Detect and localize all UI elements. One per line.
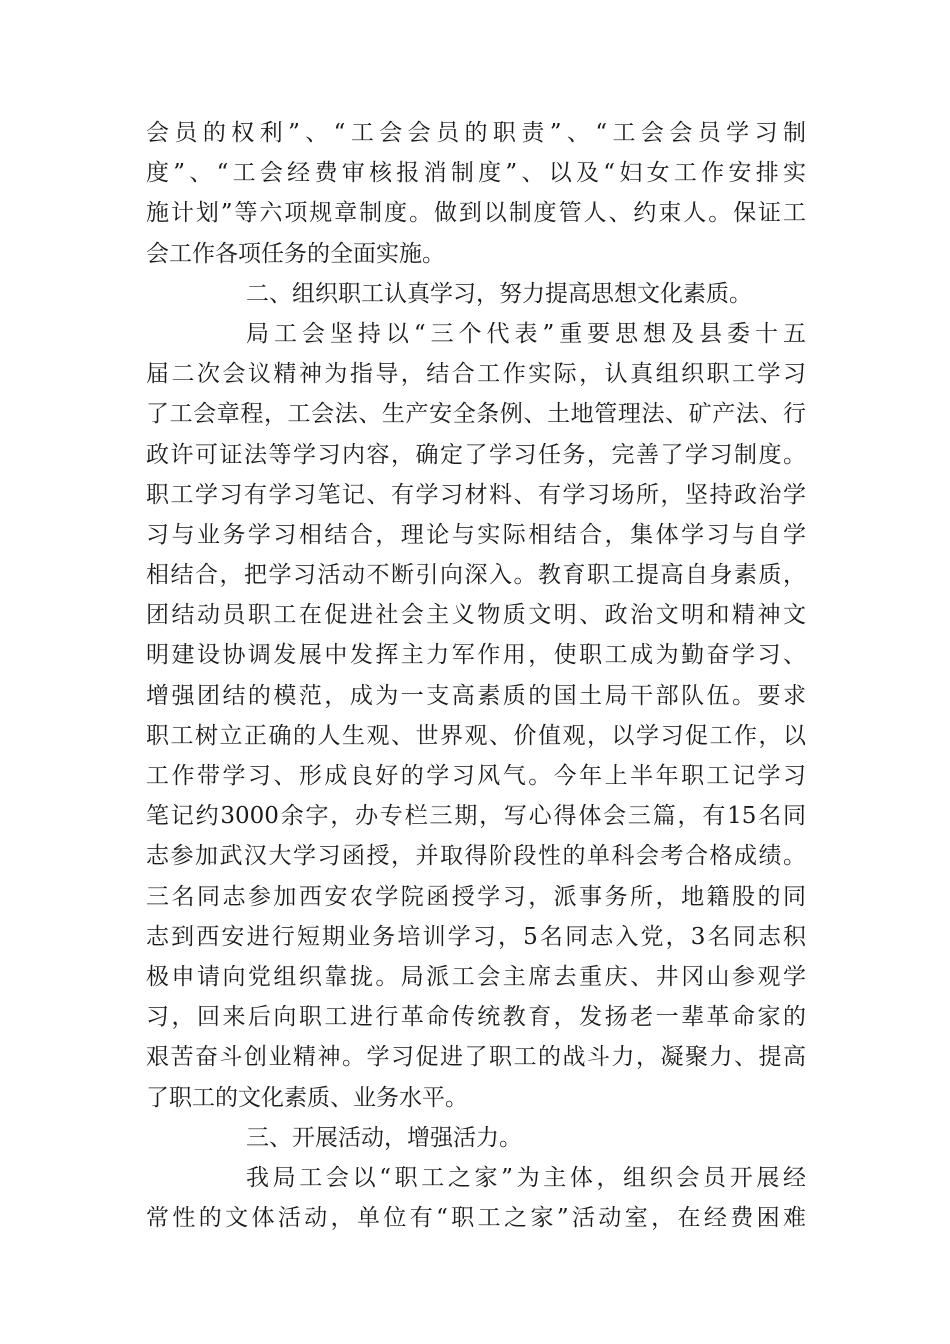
text-line: 政许可证法等学习内容，确定了学习任务，完善了学习制度。 — [146, 441, 806, 468]
text-line: 了工会章程，工会法、生产安全条例、土地管理法、矿产法、行 — [146, 401, 806, 428]
section-heading: 二、组织职工认真学习，努力提高思想文化素质。 — [246, 280, 752, 307]
text-line: 职工学习有学习笔记、有学习材料、有学习场所，坚持政治学 — [146, 481, 806, 508]
text-line: 了职工的文化素质、业务水平。 — [146, 1084, 468, 1111]
text-line: 艰苦奋斗创业精神。学习促进了职工的战斗力，凝聚力、提高 — [146, 1044, 806, 1071]
text-line: 团结动员职工在促进社会主义物质文明、政治文明和精神文 — [146, 602, 806, 629]
text-line: 常性的文体活动，单位有“职工之家”活动室，在经费困难 — [146, 1205, 806, 1232]
body-text — [146, 113, 806, 1238]
section-heading: 三、开展活动，增强活力。 — [246, 1124, 522, 1151]
text-line: 届二次会议精神为指导，结合工作实际，认真组织职工学习 — [146, 361, 806, 388]
text-line: 笔记约3000余字，办专栏三期，写心得体会三篇，有15名同 — [146, 803, 806, 830]
text-line: 极申请向党组织靠拢。局派工会主席去重庆、井冈山参观学 — [146, 963, 806, 990]
text-line: 会工作各项任务的全面实施。 — [146, 240, 445, 267]
text-line: 职工树立正确的人生观、世界观、价值观，以学习促工作，以 — [146, 722, 806, 749]
text-line: 明建设协调发展中发挥主力军作用，使职工成为勤奋学习、 — [146, 642, 806, 669]
text-line: 相结合，把学习活动不断引向深入。教育职工提高自身素质， — [146, 562, 806, 589]
text-line: 三名同志参加西安农学院函授学习，派事务所，地籍股的同 — [146, 883, 806, 910]
text-line: 志参加武汉大学习函授，并取得阶段性的单科会考合格成绩。 — [146, 843, 806, 870]
text-line: 我局工会以“职工之家”为主体，组织会员开展经 — [246, 1164, 806, 1191]
text-line: 增强团结的模范，成为一支高素质的国土局干部队伍。要求 — [146, 682, 806, 709]
text-line: 习与业务学习相结合，理论与实际相结合，集体学习与自学 — [146, 521, 806, 548]
text-line: 施计划”等六项规章制度。做到以制度管人、约束人。保证工 — [146, 200, 806, 227]
text-line: 会员的权利”、“工会会员的职责”、“工会会员学习制 — [146, 120, 806, 146]
text-line: 度”、“工会经费审核报消制度”、以及“妇女工作安排实 — [146, 160, 806, 187]
text-line: 局工会坚持以“三个代表”重要思想及县委十五 — [246, 320, 806, 347]
text-line: 习，回来后向职工进行革命传统教育，发扬老一辈革命家的 — [146, 1004, 806, 1031]
text-line: 工作带学习、形成良好的学习风气。今年上半年职工记学习 — [146, 763, 806, 789]
text-line: 志到西安进行短期业务培训学习，5名同志入党，3名同志积 — [146, 923, 806, 950]
